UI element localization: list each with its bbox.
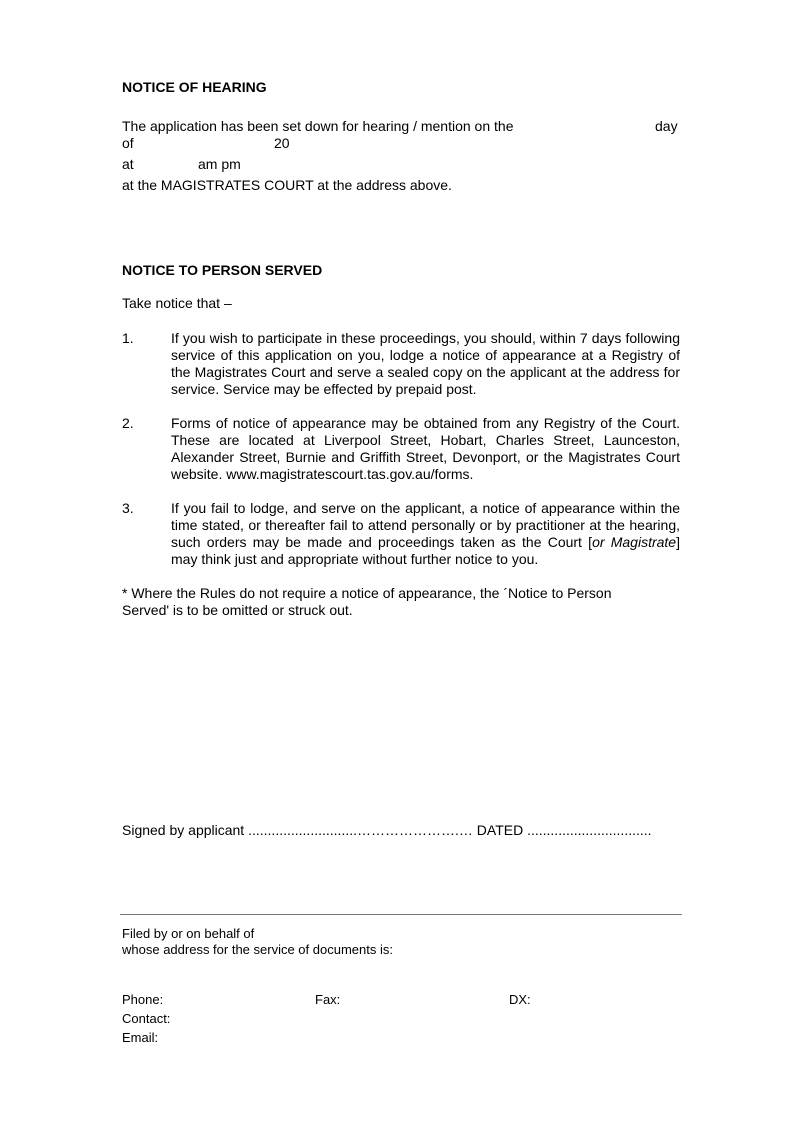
signature-line: Signed by applicant ............................………………….… DATED ................................: [122, 822, 652, 838]
footer-contact-label: Contact:: [122, 1011, 171, 1026]
served-item-2-number: 2.: [122, 415, 134, 431]
hearing-address-line: at the MAGISTRATES COURT at the address above.: [122, 177, 452, 193]
hearing-at-label: at: [122, 156, 134, 172]
served-item-3-text: [171, 500, 680, 568]
footer-email-label: Email:: [122, 1030, 159, 1045]
footer-dx-label: DX:: [509, 992, 531, 1007]
served-item-3-text-b: ] may think just and appropriate without further notice to you.: [171, 534, 680, 567]
hearing-year-label: 20: [274, 135, 290, 151]
served-item-1-number: 1.: [122, 330, 134, 346]
served-item-1-text: If you wish to participate in these proceedings, you should, within 7 days following service of this application on you, lodge a notice of appearance at a Registry of the Magistrates Court and serve a sealed copy on the applicant at the address for service. Service may be effected by prepaid post.: [171, 330, 680, 397]
served-item-3-text-a: If you fail to lodge, and serve on the applicant, a notice of appearance within the time stated, or thereafter fail to attend personally or by practitioner at the hearing, such orders may be made and proceedings taken as the Court [: [171, 500, 680, 550]
footer-filed: Filed by or on behalf of: [122, 926, 255, 941]
footer-address: whose address for the service of documents is:: [122, 942, 393, 957]
hearing-day-label: day: [655, 118, 678, 134]
footer-phone-label: Phone:: [122, 992, 164, 1007]
served-footnote: * Where the Rules do not require a notice of appearance, the ´Notice to Person Served' is to be omitted or struck out.: [122, 585, 612, 618]
served-title: NOTICE TO PERSON SERVED: [122, 262, 323, 278]
served-item-3-italic: or Magistrate: [592, 534, 677, 550]
hearing-ampm-label: am pm: [198, 156, 241, 172]
hearing-of-label: of: [122, 135, 134, 151]
served-item-3-number: 3.: [122, 500, 134, 516]
footer-fax-label: Fax:: [315, 992, 341, 1007]
hearing-line1: The application has been set down for hearing / mention on the: [122, 118, 514, 134]
footer-divider: [120, 914, 682, 915]
served-item-2-text: Forms of notice of appearance may be obtained from any Registry of the Court. These are located at Liverpool Street, Hobart, Charles Street, Launceston, Alexander Street, Burnie and Griffith Street, Devonport, or the Magistrates Court website. www.magistratescourt.tas.gov.au/forms.: [171, 415, 680, 482]
hearing-title: NOTICE OF HEARING: [122, 79, 267, 95]
served-intro: Take notice that –: [122, 295, 232, 311]
